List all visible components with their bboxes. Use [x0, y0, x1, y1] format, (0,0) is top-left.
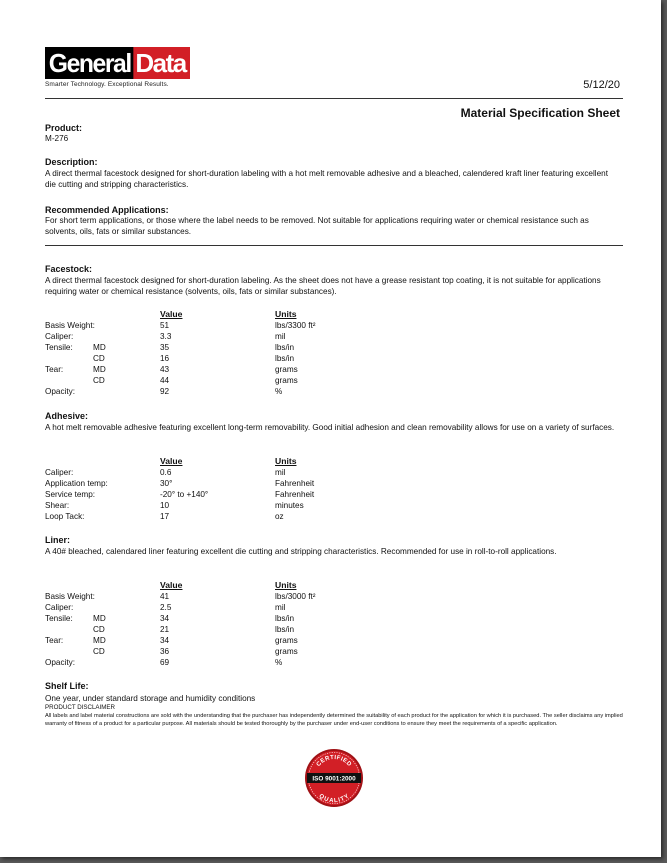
adhesive-row-value: -20° to +140°: [160, 490, 209, 499]
liner-row-value: 69: [160, 658, 170, 667]
adhesive-row-units: mil: [275, 468, 286, 477]
facestock-value-header: Value: [160, 309, 183, 319]
adhesive-value-header: Value: [160, 456, 183, 466]
liner-row-units: grams: [275, 636, 298, 645]
recommended-heading: Recommended Applications:: [45, 205, 169, 215]
adhesive-units-header: Units: [275, 456, 297, 466]
facestock-row-units: grams: [275, 376, 298, 385]
liner-row-units: lbs/3000 ft²: [275, 592, 316, 601]
liner-heading: Liner:: [45, 535, 71, 545]
description-text: A direct thermal facestock designed for short-duration labeling with a hot melt removable adhesive and a bleached, calendered kraft liner featuring excellent die cutting and stripping characteristics.: [45, 169, 608, 189]
recommended-text: For short term applications, or those where the label needs to be removed. Not suitable for applications requiring water or chemical resistance such as solvents, oils, fats or similar substances.: [45, 216, 589, 236]
facestock-row-sub: CD: [93, 354, 105, 363]
document-date: 5/12/20: [583, 79, 620, 91]
liner-row-value: 36: [160, 647, 170, 656]
liner-row-value: 34: [160, 614, 170, 623]
facestock-row-sub: CD: [93, 376, 105, 385]
liner-text: A 40# bleached, calendared liner featuring excellent die cutting and stripping characteristics. Recommended for use in roll-to-roll applications.: [45, 547, 557, 556]
liner-row-units: grams: [275, 647, 298, 656]
adhesive-row-value: 17: [160, 512, 170, 521]
facestock-row-sub: MD: [93, 365, 106, 374]
liner-row-value: 21: [160, 625, 170, 634]
adhesive-row-value: 10: [160, 501, 170, 510]
liner-row-value: 2.5: [160, 603, 172, 612]
shelf-life-text: One year, under standard storage and humidity conditions: [45, 694, 256, 703]
iso-seal-top: CERTIFIED: [315, 754, 353, 769]
liner-row-label: Tensile:: [45, 614, 73, 623]
facestock-row-units: %: [275, 387, 283, 396]
facestock-row-value: 3.3: [160, 332, 172, 341]
liner-row-value: 41: [160, 592, 170, 601]
facestock-row-label: Caliper:: [45, 332, 74, 341]
adhesive-row-label: Service temp:: [45, 490, 96, 499]
adhesive-row-label: Application temp:: [45, 479, 108, 488]
adhesive-row-units: Fahrenheit: [275, 490, 315, 499]
adhesive-row-label: Loop Tack:: [45, 512, 85, 521]
adhesive-text: A hot melt removable adhesive featuring excellent long-term removability. Good initial adhesion and clean removability allows for use on a variety of surfaces.: [45, 423, 615, 432]
facestock-units-header: Units: [275, 309, 297, 319]
liner-row-label: Caliper:: [45, 603, 74, 612]
adhesive-row-value: 0.6: [160, 468, 172, 477]
adhesive-row-units: minutes: [275, 501, 304, 510]
disclaimer-heading: PRODUCT DISCLAIMER: [45, 704, 116, 711]
liner-row-sub: CD: [93, 647, 105, 656]
top-divider: [45, 98, 623, 99]
facestock-row-value: 16: [160, 354, 170, 363]
product-value: M-276: [45, 134, 69, 143]
facestock-text: A direct thermal facestock designed for short-duration labeling. As the sheet does not have a grease resistant top coating, it is not suitable for applications requiring water or chemical resistance (solvents, oils, fats or similar substances).: [45, 276, 601, 296]
facestock-heading: Facestock:: [45, 264, 93, 274]
product-heading: Product:: [45, 123, 82, 133]
facestock-row-units: lbs/in: [275, 343, 295, 352]
adhesive-row-value: 30°: [160, 479, 173, 488]
adhesive-row-label: Caliper:: [45, 468, 74, 477]
shelf-life-heading: Shelf Life:: [45, 681, 89, 691]
iso-seal-middle: ISO 9001:2000: [312, 775, 356, 783]
facestock-row-units: lbs/3300 ft²: [275, 321, 316, 330]
logo-general: General: [45, 47, 134, 79]
facestock-row-label: Tear:: [45, 365, 64, 374]
liner-row-label: Tear:: [45, 636, 64, 645]
liner-row-sub: MD: [93, 636, 106, 645]
liner-row-value: 34: [160, 636, 170, 645]
adhesive-row-units: Fahrenheit: [275, 479, 315, 488]
facestock-row-label: Basis Weight:: [45, 321, 95, 330]
liner-value-header: Value: [160, 580, 183, 590]
liner-row-sub: MD: [93, 614, 106, 623]
facestock-row-units: mil: [275, 332, 286, 341]
liner-row-units: lbs/in: [275, 625, 295, 634]
section-divider: [45, 245, 623, 246]
liner-row-units: mil: [275, 603, 286, 612]
liner-row-units: %: [275, 658, 283, 667]
facestock-row-label: Tensile:: [45, 343, 73, 352]
sheet-title: Material Specification Sheet: [460, 106, 620, 120]
facestock-row-value: 43: [160, 365, 170, 374]
adhesive-heading: Adhesive:: [45, 411, 89, 421]
iso-certification-seal: [304, 748, 364, 813]
general-data-logo: [45, 47, 190, 88]
facestock-row-value: 51: [160, 321, 170, 330]
facestock-row-value: 35: [160, 343, 170, 352]
facestock-row-value: 44: [160, 376, 170, 385]
disclaimer-text: All labels and label material constructions are sold with the understanding that the purchaser has independently determined the suitability of each product for the application for which it is purchased. The seller disclaims any implied warranty of fitness of a product for a particular purpose. All materials should be tested thoroughly by the purchaser under end-user conditions to ensure they meet the requirements of a specific application.: [45, 713, 623, 727]
adhesive-row-units: oz: [275, 512, 284, 521]
facestock-row-units: lbs/in: [275, 354, 295, 363]
facestock-row-label: Opacity:: [45, 387, 76, 396]
description-heading: Description:: [45, 157, 98, 167]
facestock-row-value: 92: [160, 387, 170, 396]
liner-units-header: Units: [275, 580, 297, 590]
liner-row-units: lbs/in: [275, 614, 295, 623]
facestock-row-units: grams: [275, 365, 298, 374]
adhesive-row-label: Shear:: [45, 501, 70, 510]
liner-row-sub: CD: [93, 625, 105, 634]
liner-row-label: Opacity:: [45, 658, 76, 667]
iso-seal-icon: [304, 748, 364, 808]
liner-row-label: Basis Weight:: [45, 592, 95, 601]
logo-tagline: Smarter Technology. Exceptional Results.: [45, 81, 169, 88]
logo-data: Data: [132, 47, 189, 79]
iso-seal-bottom: QUALITY: [317, 793, 351, 805]
facestock-row-sub: MD: [93, 343, 106, 352]
